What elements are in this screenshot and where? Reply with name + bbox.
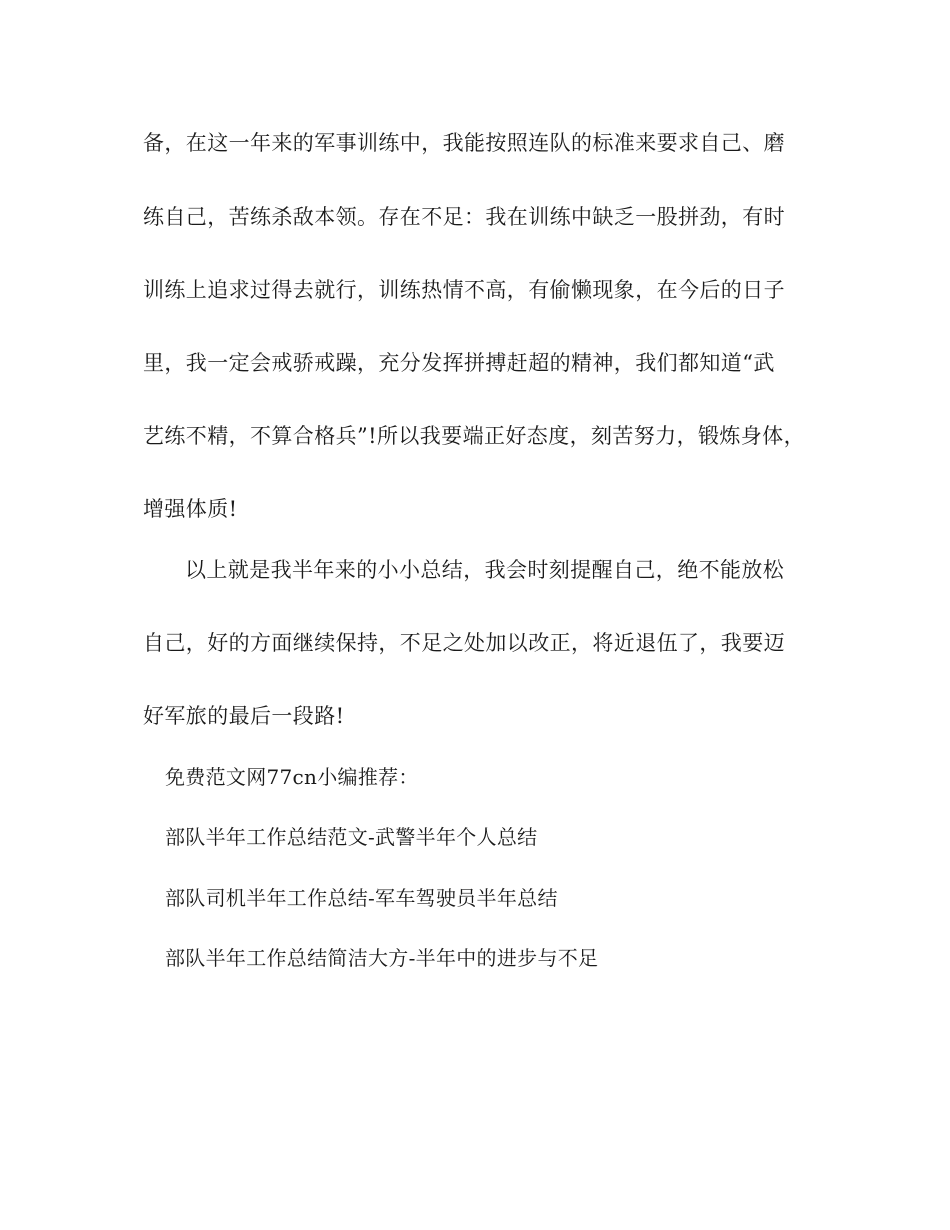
body-line: 增强体质! [143,497,238,521]
closing-line: 自己，好的方面继续保持，不足之处加以改正，将近退伍了，我要迈 [143,631,785,655]
body-line: 里，我一定会戒骄戒躁，充分发挥拼搏赶超的精神，我们都知道“武 [143,351,775,375]
recommend-heading: 免费范文网77cn小编推荐： [165,765,419,789]
recommend-link[interactable]: 部队半年工作总结简洁大方-半年中的进步与不足 [165,946,599,970]
recommend-link[interactable]: 部队半年工作总结范文-武警半年个人总结 [165,825,538,849]
closing-line: 好军旅的最后一段路! [143,704,345,728]
body-line: 训练上追求过得去就行，训练热情不高，有偷懒现象，在今后的日子 [143,278,785,302]
recommend-link[interactable]: 部队司机半年工作总结-军车驾驶员半年总结 [165,886,558,910]
body-line: 备，在这一年来的军事训练中，我能按照连队的标准来要求自己、磨 [143,131,785,155]
body-line: 练自己，苦练杀敌本领。存在不足：我在训练中缺乏一股拼劲，有时 [143,205,785,229]
closing-line: 以上就是我半年来的小小总结，我会时刻提醒自己，绝不能放松 [185,558,785,582]
body-line: 艺练不精，不算合格兵”!所以我要端正好态度，刻苦努力，锻炼身体， [143,424,805,448]
